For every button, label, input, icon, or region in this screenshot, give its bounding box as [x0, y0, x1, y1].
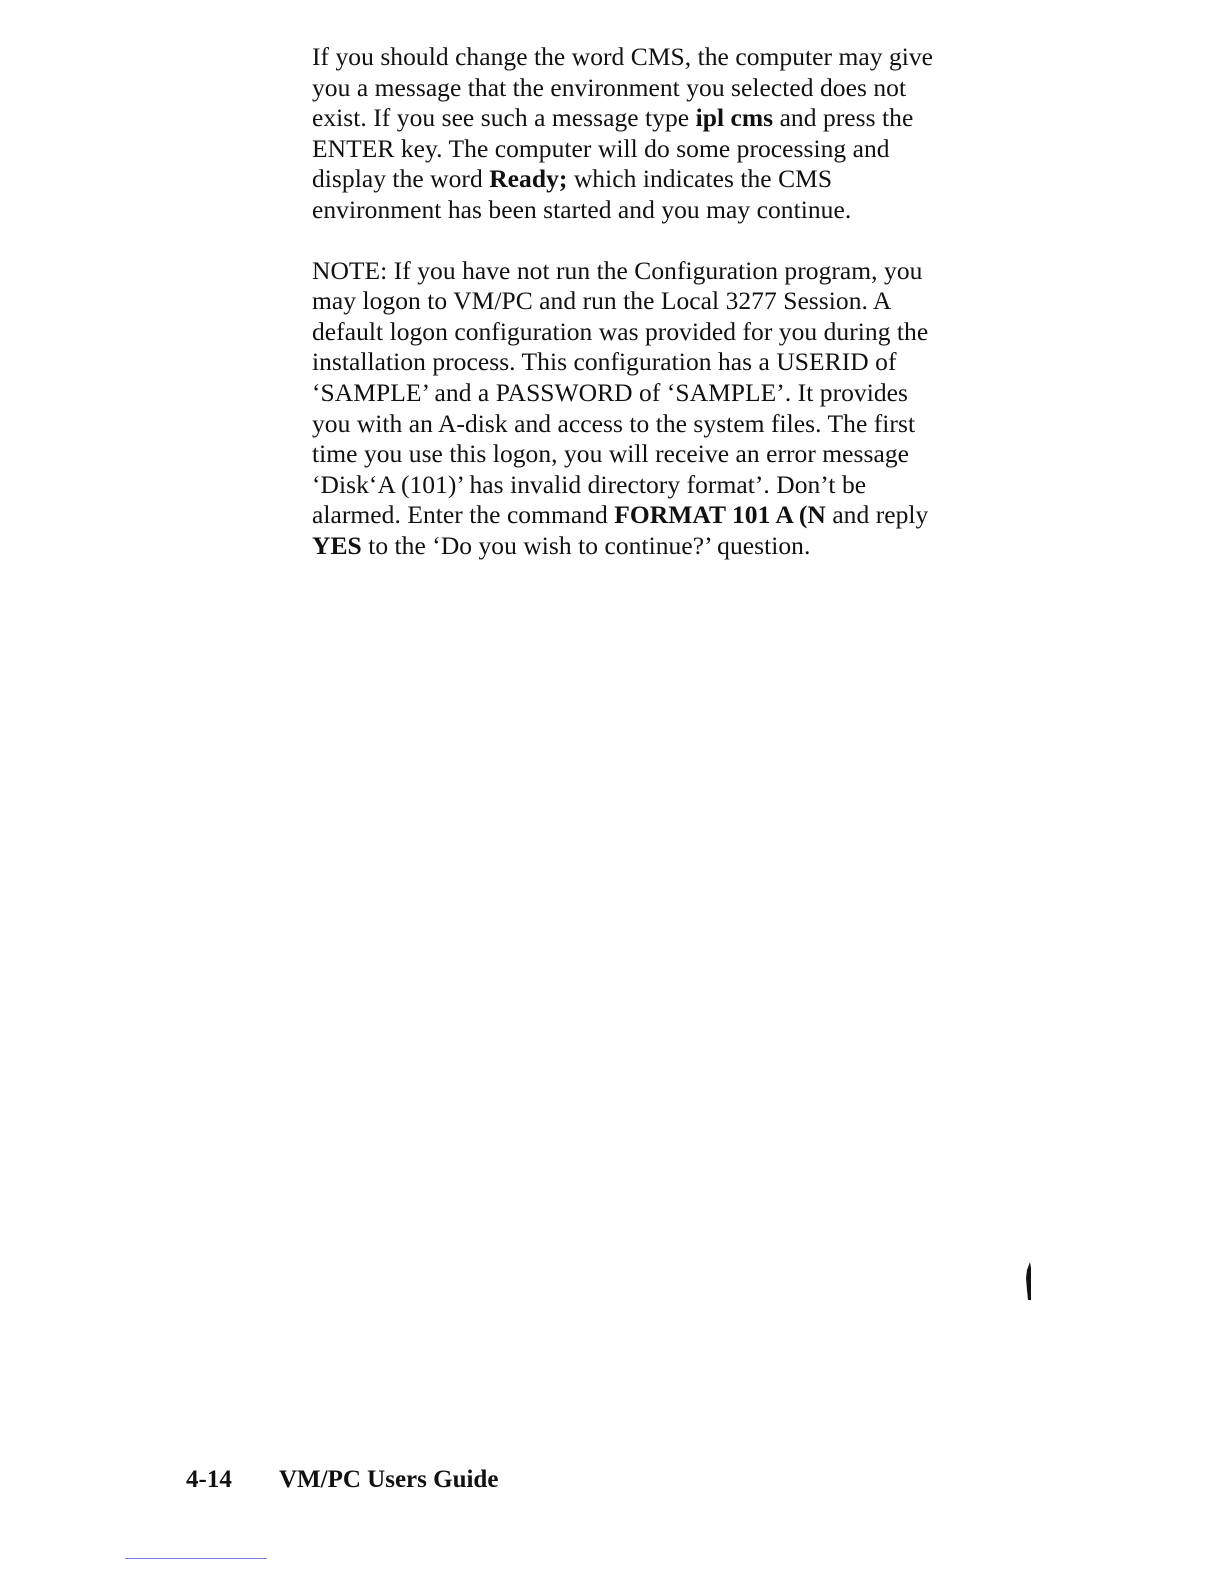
- command-format: FORMAT 101 A (N: [614, 500, 826, 530]
- text-line: [312, 347, 992, 378]
- text-line: [312, 531, 992, 562]
- text-run: and press the: [773, 103, 914, 133]
- text-line: [312, 103, 992, 134]
- text-line: [312, 409, 992, 440]
- text-run: NOTE: If you have not run the Configuration program, you: [312, 255, 923, 285]
- text-run: default logon configuration was provided for you during the: [312, 316, 929, 346]
- text-run: exist. If you see such a message type: [312, 103, 696, 133]
- text-line: [312, 73, 992, 104]
- text-run: If you should change the word CMS, the computer may give: [312, 42, 934, 71]
- text-line: [312, 134, 992, 165]
- text-run: alarmed. Enter the command: [312, 500, 615, 530]
- text-line: [312, 439, 992, 470]
- text-run: ‘Disk‘A (101)’ has invalid directory format’. Don’t be: [312, 469, 867, 499]
- text-line: [312, 42, 992, 73]
- scan-mark: [1025, 1262, 1032, 1300]
- text-line: [312, 378, 992, 409]
- text-run: you a message that the environment you selected does not: [312, 72, 907, 102]
- reply-yes: YES: [312, 530, 362, 560]
- text-line: [312, 286, 992, 317]
- footer-rule: [125, 1558, 267, 1559]
- text-line: [312, 500, 992, 531]
- text-run: which indicates the CMS: [567, 164, 833, 194]
- text-line: [312, 195, 992, 226]
- text-run: to the ‘Do you wish to continue?’ question.: [361, 530, 811, 560]
- page-number: 4-14: [186, 1466, 232, 1493]
- page-footer: [186, 1466, 498, 1494]
- text-line: [312, 256, 992, 287]
- text-run: installation process. This configuration has a USERID of: [312, 347, 897, 377]
- text-run: may logon to VM/PC and run the Local 3277 Session. A: [312, 286, 892, 316]
- text-run: and reply: [825, 500, 929, 530]
- text-run: you with an A-disk and access to the system files. The first: [312, 408, 916, 438]
- paragraph-note: [312, 256, 992, 562]
- running-title: VM/PC Users Guide: [279, 1466, 499, 1493]
- text-line: [312, 470, 992, 501]
- text-run: time you use this logon, you will receive an error message: [312, 439, 910, 469]
- ready-keyword: Ready;: [489, 164, 568, 194]
- text-run: ENTER key. The computer will do some processing and: [312, 133, 890, 163]
- text-line: [312, 317, 992, 348]
- paragraph-cms-environment: [312, 42, 992, 226]
- text-run: ‘SAMPLE’ and a PASSWORD of ‘SAMPLE’. It provides: [312, 377, 908, 407]
- text-run: display the word: [312, 164, 490, 194]
- body-text: [312, 42, 992, 562]
- text-line: [312, 164, 992, 195]
- text-run: environment has been started and you may continue.: [312, 194, 852, 224]
- command-ipl-cms: ipl cms: [695, 103, 774, 133]
